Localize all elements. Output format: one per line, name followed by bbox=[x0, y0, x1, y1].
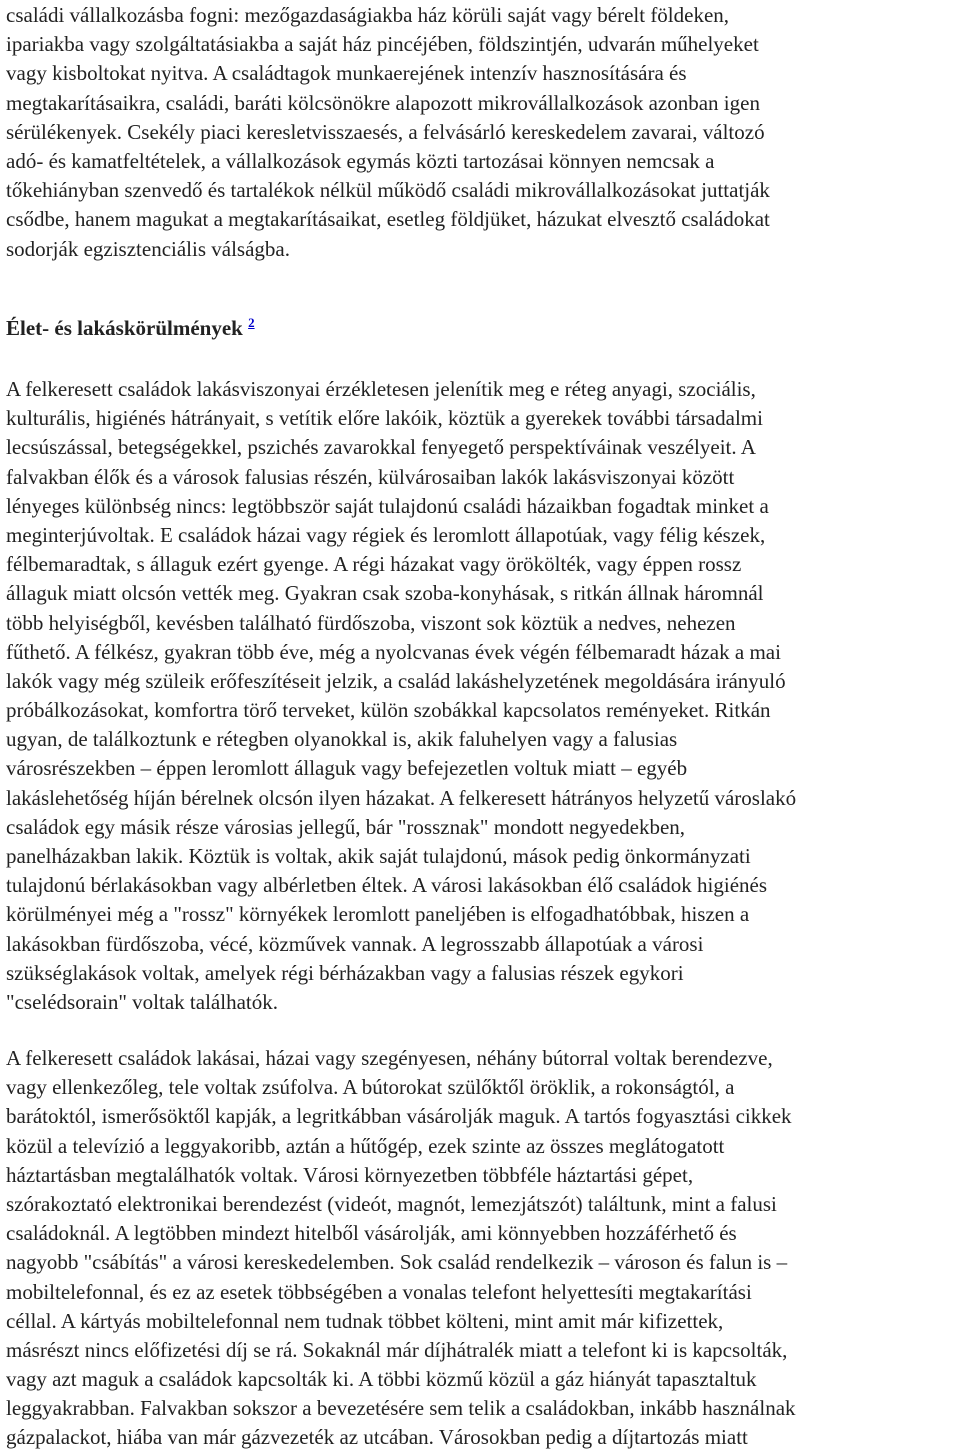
text-line: tőkehiányban szenvedő és tartalékok nélkül működő családi mikrovállalkozásokat juttatják bbox=[6, 178, 770, 203]
section-heading-text: Élet- és lakáskörülmények bbox=[6, 316, 243, 340]
text-line: több helyiségből, kevésben található fürdőszoba, viszont sok köztük a nedves, nehezen bbox=[6, 610, 736, 635]
text-line: háztartásban megtalálhatók voltak. Városi környezetben többféle háztartási gépet, bbox=[6, 1162, 694, 1187]
text-line: lényeges különbség nincs: legtöbbször saját tulajdonú családi házaikban fogadtak minket a bbox=[6, 493, 769, 518]
section-heading bbox=[6, 314, 255, 343]
text-line: lecsúszással, betegségekkel, pszichés zavarokkal fenyegető perspektíváinak veszélyeit. A bbox=[6, 435, 756, 460]
text-line: próbálkozásokat, komfortra törő terveket, külön szobákkal kapcsolatos reményeket. Ritkán bbox=[6, 698, 771, 723]
text-line: lakásokban fürdőszoba, vécé, közművek vannak. A legrosszabb állapotúak a városi bbox=[6, 931, 704, 956]
text-line: vagy azt maguk a családok kapcsolták ki. A többi közmű közül a gáz hiányát tapasztaltuk bbox=[6, 1367, 757, 1392]
text-line: A felkeresett családok lakásai, házai vagy szegényesen, néhány bútorral voltak berendezve, bbox=[6, 1046, 773, 1070]
text-line: ugyan, de találkoztunk e rétegben olyanokkal is, akik faluhelyen vagy a falusias bbox=[6, 727, 678, 752]
text-line: családoknál. A legtöbben mindezt hitelből vásárolják, ami könnyebben hozzáférhető és bbox=[6, 1221, 737, 1246]
text-line: szükséglakások voltak, amelyek régi bérházakban vagy a falusias részek egykori bbox=[6, 960, 684, 985]
text-line: csődbe, hanem magukat a megtakarításaikat, esetleg földjüket, házukat elvesztő családokat bbox=[6, 207, 770, 232]
text-line: másrészt nincs előfizetési díj se rá. Sokaknál már díjhátralék miatt a telefont ki is kapcsolták, bbox=[6, 1337, 788, 1362]
text-line: gázpalackot, hiába van már gázvezeték az utcában. Városokban pedig a díjtartozás miatt bbox=[6, 1425, 748, 1450]
text-line: közül a televízió a leggyakoribb, aztán a hűtőgép, ezek szinte az összes meglátogatott bbox=[6, 1133, 725, 1158]
text-line: szórakoztató elektronikai berendezést (videót, magnót, lemezjátszót) találtunk, mint a falusi bbox=[6, 1191, 777, 1216]
text-line: vagy kisboltokat nyitva. A családtagok munkaerejének intenzív hasznosítására és bbox=[6, 61, 687, 86]
text-line: panelházakban lakik. Köztük is voltak, akik saját tulajdonú, mások pedig önkormányzati bbox=[6, 844, 751, 868]
text-line: állaguk miatt olcsón vették meg. Gyakran csak szoba-konyhásak, s ritkán állnak háromnál bbox=[6, 581, 764, 606]
text-line: barátoktól, ismerősöktől kapják, a legritkábban vásárolják maguk. A tartós fogyasztási cikkek bbox=[6, 1104, 792, 1129]
text-line: lakáslehetőség híján bérelnek olcsón ilyen házakat. A felkeresett hátrányos helyzetű városlakó bbox=[6, 785, 797, 810]
text-line: céllal. A kártyás mobiltelefonnal nem tudnak többet költeni, mint amit már kifizettek, bbox=[6, 1308, 724, 1333]
text-line: vagy ellenkezőleg, tele voltak zsúfolva. A bútorokat szülőktől öröklik, a rokonságtól, a bbox=[6, 1075, 735, 1100]
text-line: tulajdonú bérlakásokban vagy albérletben éltek. A városi lakásokban élő családok higiénés bbox=[6, 873, 768, 898]
text-line: "cselédsorain" voltak találhatók. bbox=[6, 989, 278, 1014]
text-line: félbemaradtak, s állaguk ezért gyenge. A régi házakat vagy örökölték, vagy éppen rossz bbox=[6, 552, 742, 577]
footnote-link[interactable]: 2 bbox=[248, 315, 255, 330]
text-line: fűthető. A félkész, gyakran több éve, még a nyolcvanas évek végén félbemaradt házak a mai bbox=[6, 639, 781, 664]
text-line: családi vállalkozásba fogni: mezőgazdaságiakba ház körüli saját vagy bérelt földeken, bbox=[6, 3, 730, 27]
text-line: nagyobb "csábítás" a városi kereskedelemben. Sok család rendelkezik – városon és falun is – bbox=[6, 1250, 788, 1275]
text-line: adó- és kamatfeltételek, a vállalkozások egymás közti tartozásai könnyen nemcsak a bbox=[6, 148, 715, 173]
text-line: városrészekben – éppen leromlott állaguk vagy befejezetlen voltuk miatt – egyéb bbox=[6, 756, 688, 781]
paragraph-furnishings bbox=[6, 1044, 956, 1450]
text-line: mobiltelefonnal, és ez az esetek többségében a vonalas telefont helyettesíti megtakarítási bbox=[6, 1279, 752, 1304]
text-line: sodorják egzisztenciális válságba. bbox=[6, 236, 290, 261]
text-line: kulturális, higiénés hátrányait, s vetítik előre lakóik, köztük a gyerekek további társadalmi bbox=[6, 406, 763, 431]
text-line: ipariakba vagy szolgáltatásiakba a saját ház pincéjében, földszintjén, udvarán műhelyeket bbox=[6, 32, 759, 57]
text-line: körülményei még a "rossz" környékek leromlott paneljében is elfogadhatóbbak, hiszen a bbox=[6, 902, 750, 927]
text-line: leggyakrabban. Falvakban sokszor a bevezetésére sem telik a családokban, inkább használnak bbox=[6, 1396, 796, 1421]
paragraph-family-business bbox=[6, 1, 956, 264]
paragraph-housing-conditions bbox=[6, 375, 956, 1017]
text-line: családok egy másik része városias jellegű, bár "rossznak" mondott negyedekben, bbox=[6, 814, 686, 839]
text-line: A felkeresett családok lakásviszonyai érzékletesen jelenítik meg e réteg anyagi, szociális, bbox=[6, 377, 756, 401]
text-line: meginterjúvoltak. E családok házai vagy régiek és leromlott állapotúak, vagy félig készek, bbox=[6, 522, 766, 547]
text-line: megtakarításaikra, családi, baráti kölcsönökre alapozott mikrovállalkozások azonban igen bbox=[6, 90, 760, 115]
text-line: sérülékenyek. Csekély piaci keresletvisszaesés, a felvásárló kereskedelem zavarai, változó bbox=[6, 119, 765, 144]
text-line: falvakban élők és a városok falusias részén, külvárosaiban lakók lakásviszonyai között bbox=[6, 464, 735, 489]
text-line: lakók vagy még szüleik erőfeszítéseit jelzik, a család lakáshelyzetének megoldására irányuló bbox=[6, 668, 786, 693]
